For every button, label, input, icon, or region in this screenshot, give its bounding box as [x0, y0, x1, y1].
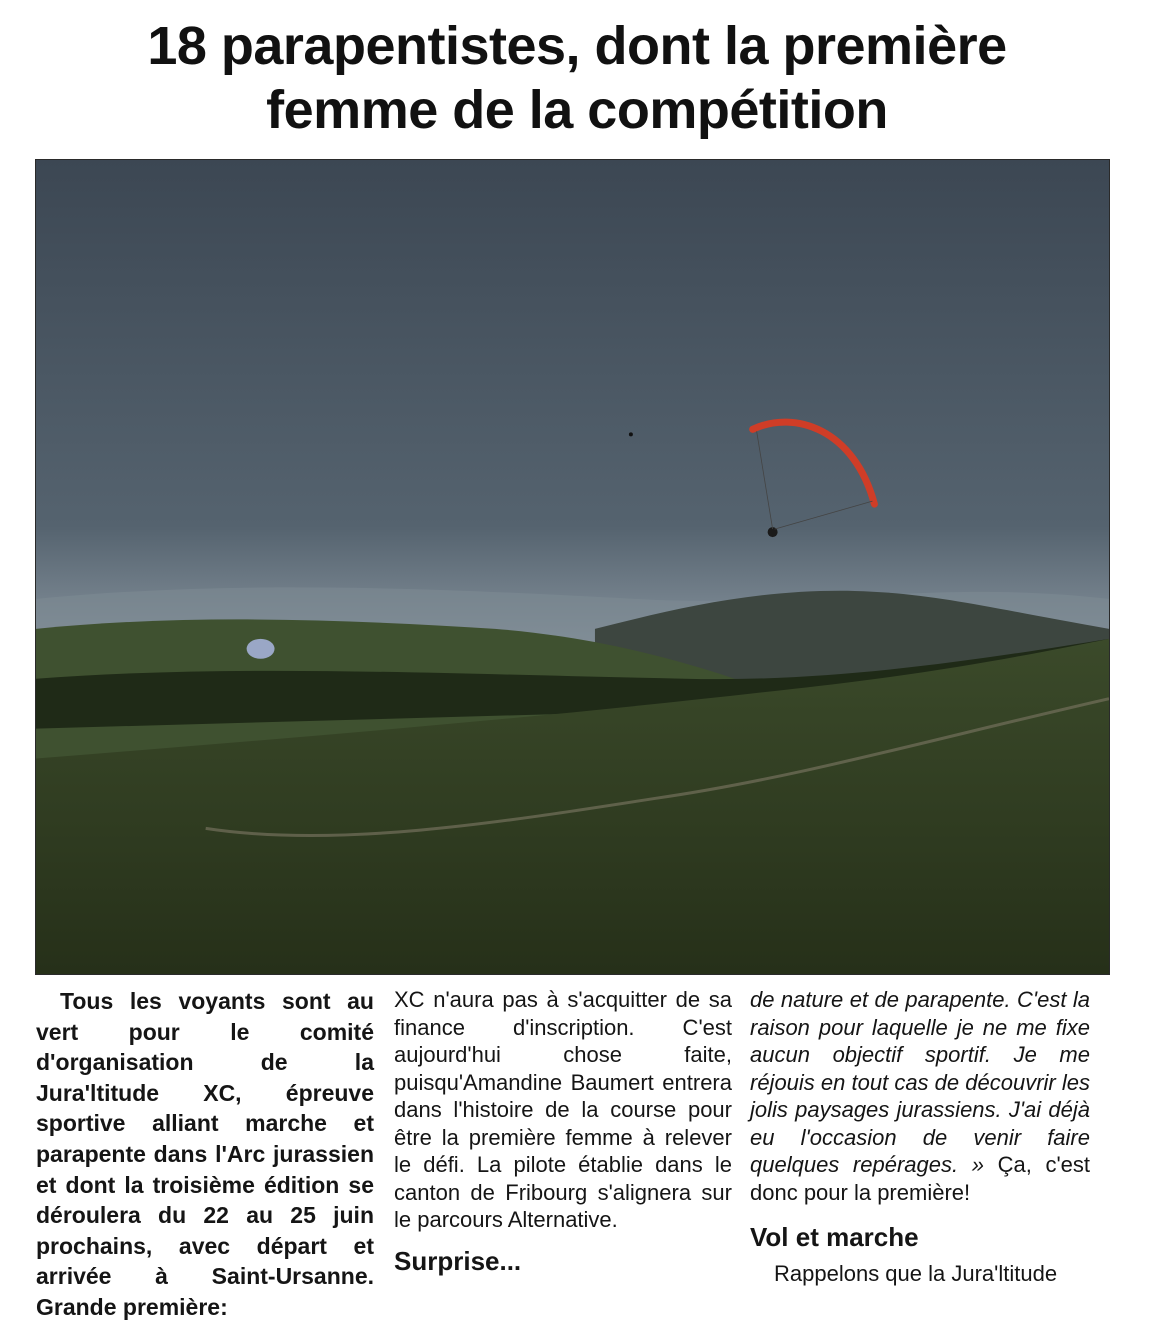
article-column-2: [394, 986, 732, 1276]
quote-paragraph: [750, 986, 1090, 1206]
body-paragraph: XC n'aura pas à s'acquitter de sa finance d'inscription. C'est aujourd'hui chose faite, puisqu'Amandine Baumert entrera dans l'histoire de la course pour être la première femme à relever le défi. La pilote établie dans le canton de Fribourg s'alignera sur le parcours Alternative.: [394, 987, 732, 1232]
body-paragraph-tail: Rappelons que la Jura'ltitude: [774, 1261, 1058, 1286]
distant-bird: [629, 432, 633, 436]
headline-line-2: femme de la compétition: [266, 80, 888, 140]
quote-followup: Ça, c'est donc pour la première!: [750, 1152, 1090, 1205]
paraglider-wing-blue: [247, 639, 275, 659]
pilot-quote: de nature et de parapente. C'est la raison pour laquelle je ne me fixe aucun objectif sportif. Je me réjouis en tout cas de découvrir les jolis paysages jurassiens. J'ai déjà eu l'occasion de venir faire quelques repérages. »: [750, 987, 1090, 1177]
article-column-1: [36, 986, 374, 1323]
landscape-illustration: [36, 160, 1109, 974]
subhead-vol-et-marche: Vol et marche: [750, 1222, 919, 1252]
headline-line-1: 18 parapentistes, dont la première: [147, 16, 1007, 76]
article-column-3: [750, 986, 1090, 1288]
subhead-surprise: Surprise...: [394, 1245, 522, 1276]
paraglider-landscape-photo: [35, 159, 1110, 975]
lead-paragraph: Tous les voyants sont au vert pour le comité d'organisation de la Jura'ltitude XC, épreuve sportive alliant marche et parapente dans l'Arc jurassien et dont la troisième édition se déroulera du 22 au 25 juin prochains, avec départ et arrivée à Saint-Ursanne. Grande première:: [36, 988, 374, 1320]
article-headline: [0, 14, 1154, 142]
